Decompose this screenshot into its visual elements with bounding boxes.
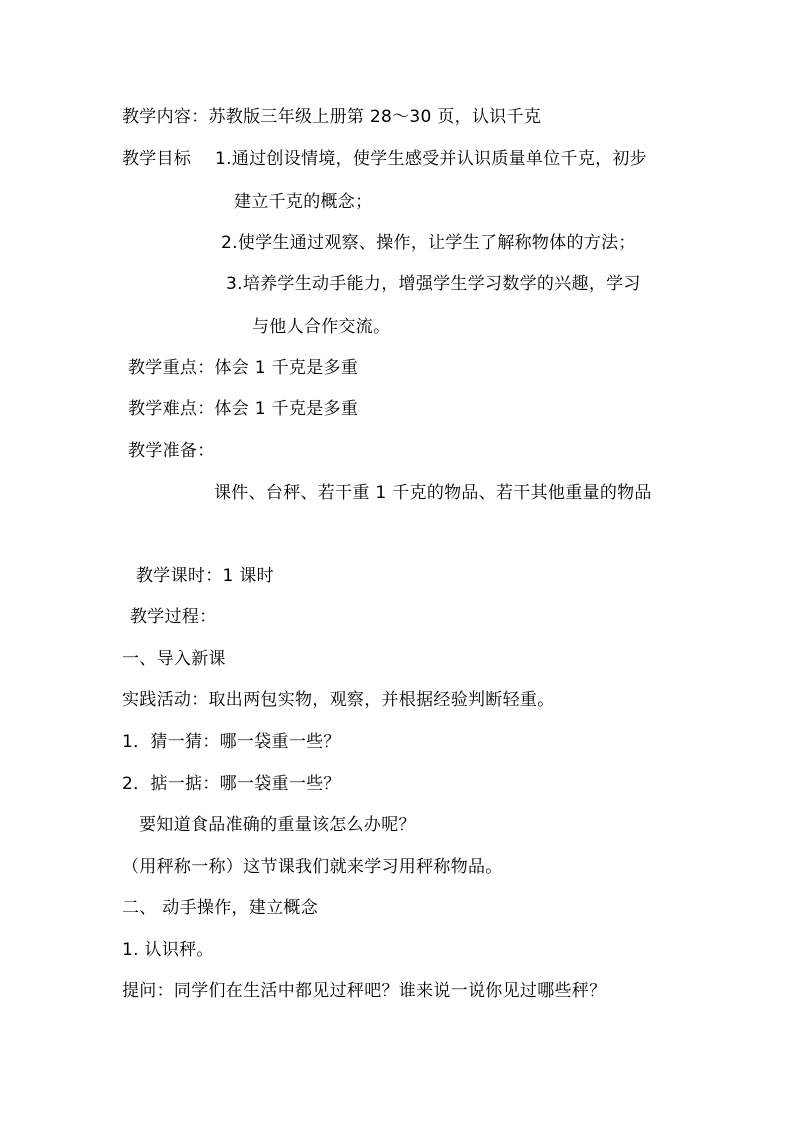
goal-3-line-1: 3.培养学生动手能力，增强学生学习数学的兴趣，学习 <box>226 274 641 294</box>
preparation-label: 教学准备： <box>128 441 215 461</box>
answer: （用秤称一称）这节课我们就来学习用秤称物品。 <box>122 857 503 877</box>
difficult-point: 教学难点：体会 1 千克是多重 <box>128 399 359 419</box>
practice-activity: 实践活动：取出两包实物，观察，并根据经验判断轻重。 <box>122 690 555 710</box>
step-2: 2．掂一掂：哪一袋重一些？ <box>122 774 341 794</box>
step-1: 1．猜一猜：哪一袋重一些？ <box>122 732 341 752</box>
goal-3-line-2: 与他人合作交流。 <box>252 317 391 337</box>
class-hours: 教学课时：1 课时 <box>136 566 274 586</box>
goal-1-line-2: 建立千克的概念； <box>234 192 373 212</box>
teaching-goals-label: 教学目标 <box>122 149 192 169</box>
section-1-heading: 一、导入新课 <box>122 649 226 669</box>
sub-section-1: 1. 认识秤。 <box>122 940 214 960</box>
teaching-content: 教学内容：苏教版三年级上册第 28～30 页，认识千克 <box>122 107 542 127</box>
goal-2: 2.使学生通过观察、操作，让学生了解称物体的方法； <box>221 233 636 253</box>
question: 要知道食品准确的重量该怎么办呢？ <box>139 815 416 835</box>
section-2-heading: 二、 动手操作，建立概念 <box>122 898 319 918</box>
process-label: 教学过程： <box>130 607 217 627</box>
preparation-items: 课件、台秤、若干重 1 千克的物品、若干其他重量的物品 <box>214 483 652 503</box>
ask-question: 提问：同学们在生活中都见过秤吧？谁来说一说你见过哪些秤？ <box>122 981 607 1001</box>
goal-1-line-1: 1.通过创设情境，使学生感受并认识质量单位千克，初步 <box>215 149 648 169</box>
key-point: 教学重点：体会 1 千克是多重 <box>128 358 359 378</box>
